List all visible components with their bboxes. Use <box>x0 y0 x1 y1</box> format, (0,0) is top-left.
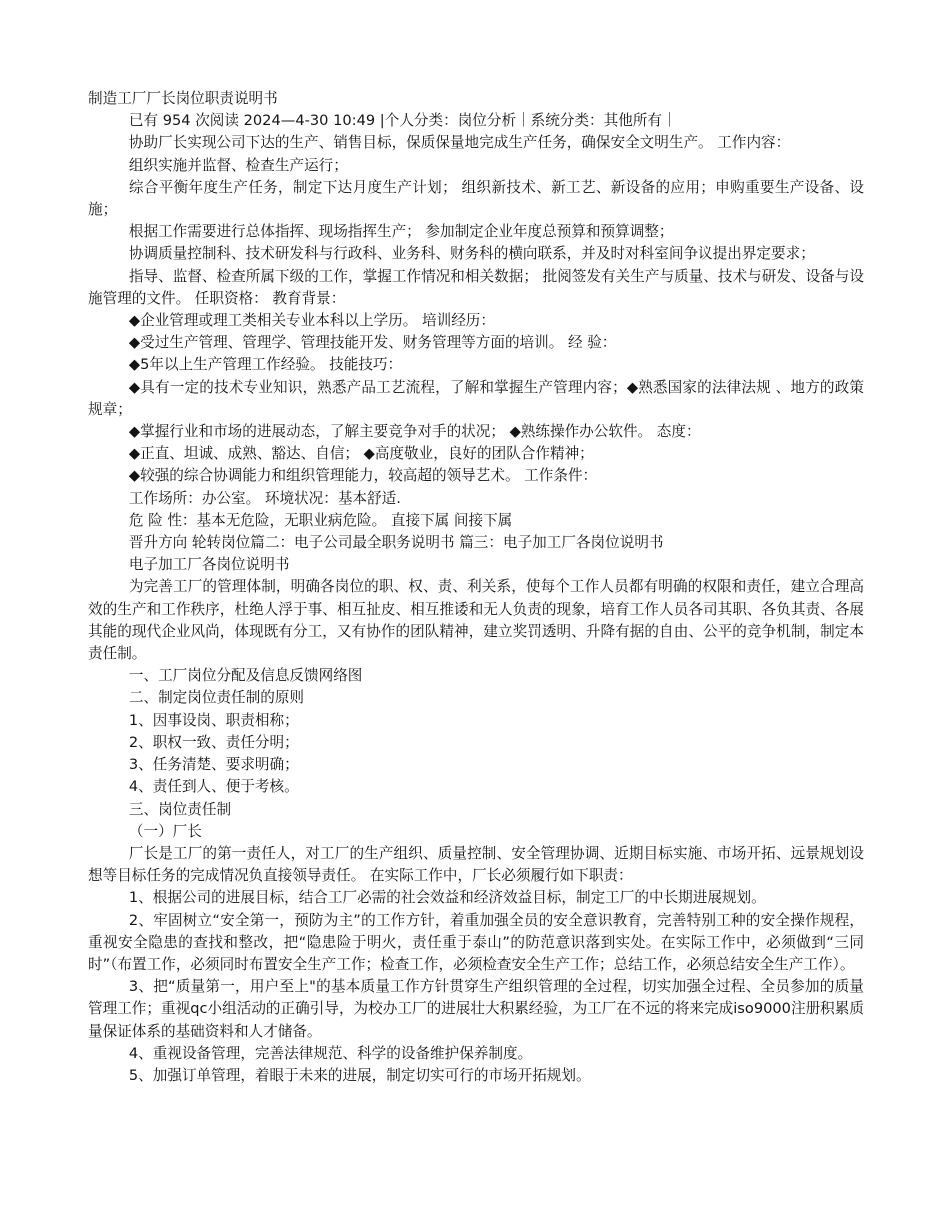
paragraph: 协调质量控制科、技术研发科与行政科、业务科、财务科的横向联系，并及时对科室间争议提出界定要求； <box>128 245 815 263</box>
paragraph: 三、岗位责任制 <box>128 800 232 818</box>
paragraph: 为完善工厂的管理体制，明确各岗位的职、权、责、利关系，使每个工作人员都有明确的权限和责任，建立合理高效的生产和工作秩序，杜绝人浮于事、相互扯皮、相互推诿和无人负责的现象，培育工作人员各司其职、各负其责、各展其能的现代企业风尚，体现既有分工，又有协作的团队精神，建立奖罚透明、升降有据的自由、公平的竞争机制，制定本责任制。 <box>88 578 864 663</box>
paragraph: 电子加工厂各岗位说明书 <box>128 556 290 574</box>
paragraph: 一、工厂岗位分配及信息反馈网络图 <box>128 667 363 685</box>
paragraph: 二、制定岗位责任制的原则 <box>128 689 305 707</box>
paragraph: 1、根据公司的进展目标，结合工厂必需的社会效益和经济效益目标，制定工厂的中长期进展规划。 <box>128 889 766 907</box>
paragraph: 1、因事设岗、职责相称； <box>128 711 299 729</box>
paragraph: ◆具有一定的技术专业知识，熟悉产品工艺流程，了解和掌握生产管理内容；◆熟悉国家的法律法规 、地方的政策规章； <box>88 378 864 418</box>
paragraph: 4、重视设备管理，完善法律规范、科学的设备维护保养制度。 <box>128 1044 533 1062</box>
paragraph: 4、责任到人、便于考核。 <box>128 778 299 796</box>
paragraph: ◆受过生产管理、管理学、管理技能开发、财务管理等方面的培训。 经 验： <box>128 334 617 352</box>
document-body <box>88 110 864 1087</box>
paragraph: 2、牢固树立“安全第一，预防为主”的工作方针，着重加强全员的安全意识教育，完善特别工种的安全操作规程，重视安全隐患的查找和整改，把“隐患险于明火，责任重于泰山”的防范意识落到实处。在实际工作中，必须做到“三同时”（布置工作，必须同时布置安全生产工作；检查工作，必须检查安全生产工作；总结工作，必须总结安全生产工作）。 <box>88 911 864 973</box>
paragraph: 组织实施并监督、检查生产运行； <box>128 156 348 174</box>
paragraph: 根据工作需要进行总体指挥、现场指挥生产； 参加制定企业年度总预算和预算调整； <box>128 223 674 241</box>
paragraph: 晋升方向 轮转岗位篇二：电子公司最全职务说明书 篇三：电子加工厂各岗位说明书 <box>128 534 664 552</box>
paragraph: ◆较强的综合协调能力和组织管理能力，较高超的领导艺术。 工作条件： <box>128 467 598 485</box>
paragraph: ◆5年以上生产管理工作经验。 技能技巧： <box>128 356 403 374</box>
paragraph: 综合平衡年度生产任务，制定下达月度生产计划； 组织新技术、新工艺、新设备的应用；申购重要生产设备、设施； <box>88 178 864 219</box>
paragraph: 5、加强订单管理，着眼于未来的进展，制定切实可行的市场开拓规划。 <box>128 1066 591 1084</box>
paragraph: 2、职权一致、责任分明； <box>128 733 299 751</box>
paragraph: 3、把“质量第一，用户至上"的基本质量工作方针贯穿生产组织管理的全过程，切实加强全过程、全员参加的质量管理工作；重视qc小组活动的正确引导，为校办工厂的进展壮大积累经验，为工厂在不远的将来完成iso9000注册积累质量保证体系的基础资料和人才储备。 <box>88 978 864 1040</box>
document-page <box>88 88 864 1087</box>
paragraph: 已有 954 次阅读 2024—4-30 10:49 |个人分类：岗位分析｜系统分类：其他所有｜ <box>128 112 677 130</box>
paragraph: 指导、监督、检查所属下级的工作，掌握工作情况和相关数据； 批阅签发有关生产与质量、技术与研发、设备与设施管理的文件。 任职资格： 教育背景： <box>88 267 864 307</box>
paragraph: 工作场所：办公室。 环境状况：基本舒适. <box>128 489 401 507</box>
paragraph: 协助厂长实现公司下达的生产、销售目标，保质保量地完成生产任务，确保安全文明生产。 工作内容： <box>128 134 791 152</box>
paragraph: （一）厂长 <box>128 822 202 840</box>
paragraph: 危 险 性：基本无危险，无职业病危险。 直接下属 间接下属 <box>128 511 513 529</box>
document-title: 制造工厂厂长岗位职责说明书 <box>88 90 278 107</box>
paragraph: ◆掌握行业和市场的进展动态，了解主要竞争对手的状况； ◆熟练操作办公软件。 态度： <box>128 423 701 441</box>
paragraph: ◆企业管理或理工类相关专业本科以上学历。 培训经历： <box>128 312 495 330</box>
paragraph: 3、任务清楚、要求明确； <box>128 756 299 774</box>
paragraph: ◆正直、坦诚、成熟、豁达、自信； ◆高度敬业，良好的团队合作精神； <box>128 445 594 463</box>
paragraph: 厂长是工厂的第一责任人，对工厂的生产组织、质量控制、安全管理协调、近期目标实施、市场开拓、远景规划设想等目标任务的完成情况负直接领导责任。 在实际工作中，厂长必须履行如下职责： <box>88 844 864 885</box>
